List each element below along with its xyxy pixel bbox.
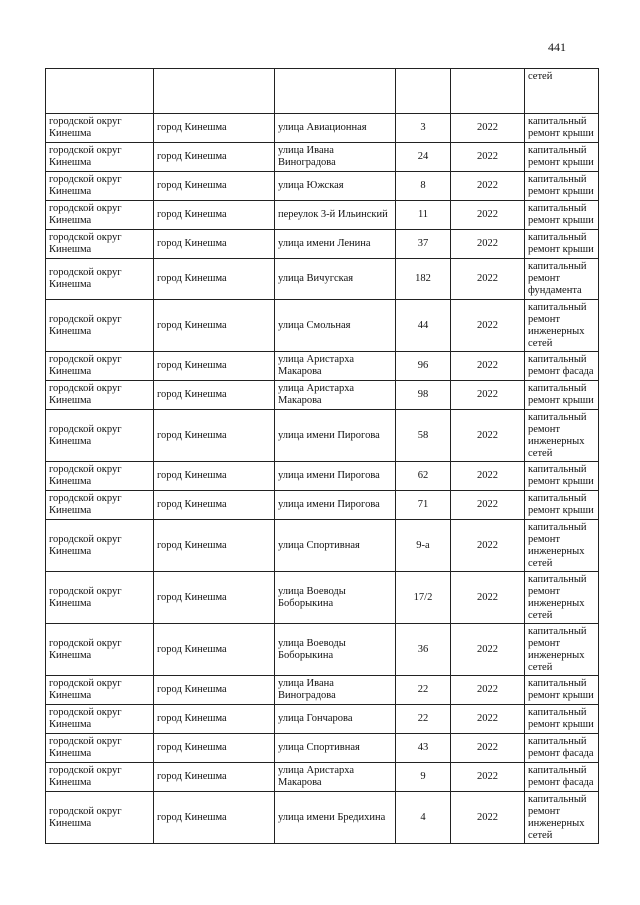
table-row xyxy=(46,201,599,230)
table-row xyxy=(46,624,599,676)
cell-year xyxy=(451,69,525,114)
table-row xyxy=(46,300,599,352)
table-row xyxy=(46,259,599,300)
cell-street: улица имени Пирогова xyxy=(275,491,396,520)
cell-work: капитальный ремонт фундамента xyxy=(525,259,599,300)
cell-municipality: городской округ Кинешма xyxy=(46,381,154,410)
cell-settlement: город Кинешма xyxy=(154,230,275,259)
table-row xyxy=(46,491,599,520)
cell-year: 2022 xyxy=(451,201,525,230)
cell-settlement xyxy=(154,69,275,114)
cell-settlement: город Кинешма xyxy=(154,143,275,172)
cell-municipality: городской округ Кинешма xyxy=(46,259,154,300)
cell-street: улица Воеводы Боборыкина xyxy=(275,624,396,676)
cell-municipality: городской округ Кинешма xyxy=(46,143,154,172)
cell-year: 2022 xyxy=(451,300,525,352)
cell-street: улица имени Пирогова xyxy=(275,410,396,462)
cell-house: 22 xyxy=(396,676,451,705)
cell-street: улица Спортивная xyxy=(275,520,396,572)
cell-settlement: город Кинешма xyxy=(154,300,275,352)
table-row xyxy=(46,705,599,734)
cell-house: 3 xyxy=(396,114,451,143)
cell-street: улица Вичугская xyxy=(275,259,396,300)
cell-municipality: городской округ Кинешма xyxy=(46,300,154,352)
cell-house: 98 xyxy=(396,381,451,410)
cell-street: переулок 3-й Ильинский xyxy=(275,201,396,230)
cell-year: 2022 xyxy=(451,143,525,172)
cell-municipality: городской округ Кинешма xyxy=(46,230,154,259)
cell-year: 2022 xyxy=(451,763,525,792)
cell-municipality: городской округ Кинешма xyxy=(46,520,154,572)
cell-work: капитальный ремонт фасада xyxy=(525,763,599,792)
table-row xyxy=(46,143,599,172)
cell-work: капитальный ремонт крыши xyxy=(525,462,599,491)
table-row xyxy=(46,520,599,572)
cell-street: улица Ивана Виноградова xyxy=(275,143,396,172)
cell-municipality: городской округ Кинешма xyxy=(46,792,154,844)
cell-house: 58 xyxy=(396,410,451,462)
cell-municipality: городской округ Кинешма xyxy=(46,572,154,624)
cell-year: 2022 xyxy=(451,676,525,705)
table-row xyxy=(46,230,599,259)
cell-year: 2022 xyxy=(451,705,525,734)
repair-schedule-table xyxy=(45,68,599,844)
cell-street: улица имени Бредихина xyxy=(275,792,396,844)
cell-municipality: городской округ Кинешма xyxy=(46,676,154,705)
cell-work: капитальный ремонт фасада xyxy=(525,734,599,763)
cell-work: капитальный ремонт инженерных сетей xyxy=(525,572,599,624)
cell-street: улица имени Пирогова xyxy=(275,462,396,491)
cell-year: 2022 xyxy=(451,352,525,381)
cell-settlement: город Кинешма xyxy=(154,410,275,462)
cell-house: 9 xyxy=(396,763,451,792)
cell-municipality xyxy=(46,69,154,114)
cell-municipality: городской округ Кинешма xyxy=(46,172,154,201)
cell-work: капитальный ремонт крыши xyxy=(525,143,599,172)
cell-year: 2022 xyxy=(451,410,525,462)
cell-settlement: город Кинешма xyxy=(154,734,275,763)
cell-work: капитальный ремонт инженерных сетей xyxy=(525,410,599,462)
cell-settlement: город Кинешма xyxy=(154,259,275,300)
cell-house: 8 xyxy=(396,172,451,201)
cell-work: капитальный ремонт крыши xyxy=(525,230,599,259)
cell-year: 2022 xyxy=(451,259,525,300)
cell-municipality: городской округ Кинешма xyxy=(46,201,154,230)
cell-settlement: город Кинешма xyxy=(154,572,275,624)
cell-year: 2022 xyxy=(451,792,525,844)
cell-year: 2022 xyxy=(451,114,525,143)
page-number: 441 xyxy=(548,40,566,54)
cell-work: капитальный ремонт крыши xyxy=(525,705,599,734)
cell-street: улица Ивана Виноградова xyxy=(275,676,396,705)
cell-settlement: город Кинешма xyxy=(154,792,275,844)
cell-settlement: город Кинешма xyxy=(154,172,275,201)
table-body xyxy=(46,69,599,844)
cell-street: улица имени Ленина xyxy=(275,230,396,259)
cell-street: улица Аристарха Макарова xyxy=(275,352,396,381)
cell-house: 17/2 xyxy=(396,572,451,624)
cell-house: 9-а xyxy=(396,520,451,572)
cell-house: 96 xyxy=(396,352,451,381)
cell-settlement: город Кинешма xyxy=(154,381,275,410)
cell-house: 43 xyxy=(396,734,451,763)
cell-work: капитальный ремонт инженерных сетей xyxy=(525,300,599,352)
cell-settlement: город Кинешма xyxy=(154,491,275,520)
cell-work: капитальный ремонт крыши xyxy=(525,114,599,143)
cell-street: улица Авиационная xyxy=(275,114,396,143)
cell-settlement: город Кинешма xyxy=(154,201,275,230)
table-row xyxy=(46,792,599,844)
cell-work: капитальный ремонт крыши xyxy=(525,201,599,230)
cell-house: 11 xyxy=(396,201,451,230)
cell-settlement: город Кинешма xyxy=(154,763,275,792)
cell-settlement: город Кинешма xyxy=(154,352,275,381)
cell-municipality: городской округ Кинешма xyxy=(46,352,154,381)
cell-street: улица Спортивная xyxy=(275,734,396,763)
table-row xyxy=(46,114,599,143)
table-row xyxy=(46,734,599,763)
cell-year: 2022 xyxy=(451,624,525,676)
cell-street: улица Аристарха Макарова xyxy=(275,381,396,410)
cell-street xyxy=(275,69,396,114)
cell-settlement: город Кинешма xyxy=(154,676,275,705)
cell-year: 2022 xyxy=(451,491,525,520)
cell-municipality: городской округ Кинешма xyxy=(46,491,154,520)
cell-house: 62 xyxy=(396,462,451,491)
cell-year: 2022 xyxy=(451,172,525,201)
cell-settlement: город Кинешма xyxy=(154,705,275,734)
cell-work: капитальный ремонт инженерных сетей xyxy=(525,792,599,844)
cell-house: 22 xyxy=(396,705,451,734)
cell-year: 2022 xyxy=(451,462,525,491)
cell-house: 24 xyxy=(396,143,451,172)
cell-house: 44 xyxy=(396,300,451,352)
cell-house: 4 xyxy=(396,792,451,844)
table-row xyxy=(46,352,599,381)
cell-municipality: городской округ Кинешма xyxy=(46,410,154,462)
cell-municipality: городской округ Кинешма xyxy=(46,114,154,143)
cell-house: 37 xyxy=(396,230,451,259)
cell-work: капитальный ремонт инженерных сетей xyxy=(525,520,599,572)
cell-municipality: городской округ Кинешма xyxy=(46,763,154,792)
cell-year: 2022 xyxy=(451,230,525,259)
table-row xyxy=(46,462,599,491)
cell-street: улица Воеводы Боборыкина xyxy=(275,572,396,624)
continuation-row xyxy=(46,69,599,114)
cell-street: улица Смольная xyxy=(275,300,396,352)
cell-municipality: городской округ Кинешма xyxy=(46,624,154,676)
cell-municipality: городской округ Кинешма xyxy=(46,462,154,491)
cell-year: 2022 xyxy=(451,520,525,572)
cell-work: капитальный ремонт инженерных сетей xyxy=(525,624,599,676)
cell-settlement: город Кинешма xyxy=(154,462,275,491)
cell-street: улица Гончарова xyxy=(275,705,396,734)
table-row xyxy=(46,410,599,462)
cell-municipality: городской округ Кинешма xyxy=(46,705,154,734)
cell-year: 2022 xyxy=(451,381,525,410)
table-row xyxy=(46,763,599,792)
table-row xyxy=(46,676,599,705)
cell-house: 36 xyxy=(396,624,451,676)
cell-work: сетей xyxy=(525,69,599,114)
table-row xyxy=(46,172,599,201)
cell-work: капитальный ремонт крыши xyxy=(525,172,599,201)
cell-work: капитальный ремонт фасада xyxy=(525,352,599,381)
table-row xyxy=(46,381,599,410)
cell-year: 2022 xyxy=(451,572,525,624)
cell-year: 2022 xyxy=(451,734,525,763)
table-row xyxy=(46,572,599,624)
cell-house xyxy=(396,69,451,114)
cell-work: капитальный ремонт крыши xyxy=(525,676,599,705)
cell-settlement: город Кинешма xyxy=(154,520,275,572)
cell-street: улица Аристарха Макарова xyxy=(275,763,396,792)
cell-work: капитальный ремонт крыши xyxy=(525,491,599,520)
cell-street: улица Южская xyxy=(275,172,396,201)
cell-work: капитальный ремонт крыши xyxy=(525,381,599,410)
cell-house: 71 xyxy=(396,491,451,520)
cell-house: 182 xyxy=(396,259,451,300)
cell-settlement: город Кинешма xyxy=(154,624,275,676)
cell-municipality: городской округ Кинешма xyxy=(46,734,154,763)
cell-settlement: город Кинешма xyxy=(154,114,275,143)
